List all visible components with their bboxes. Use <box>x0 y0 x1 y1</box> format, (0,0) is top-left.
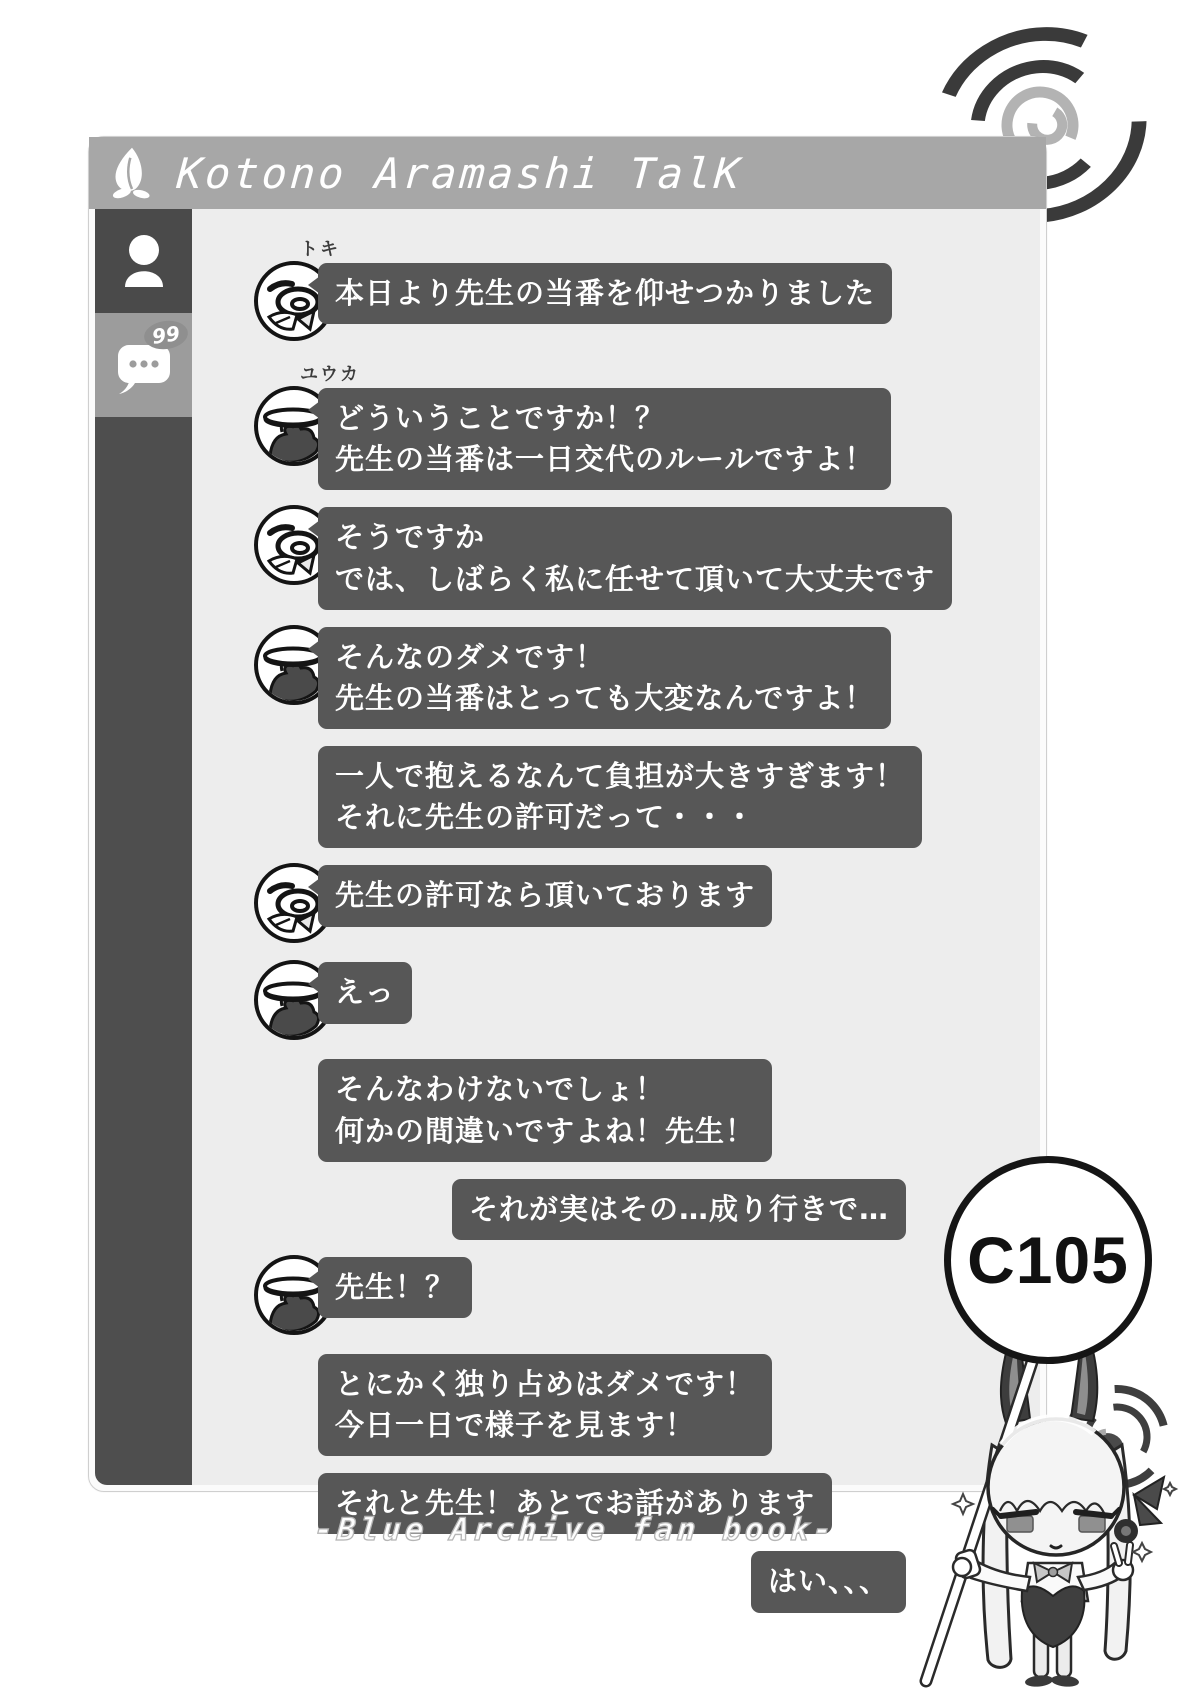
person-icon <box>112 229 176 293</box>
chat-bubble: 一人で抱えるなんて負担が大きすぎます！ それに先生の許可だって・・・ <box>318 746 922 848</box>
message-row <box>222 235 970 343</box>
message-row <box>222 627 970 729</box>
avatar-slot <box>222 627 318 707</box>
message-row <box>222 1179 970 1240</box>
sidebar-item-profile[interactable] <box>95 209 192 313</box>
message-row <box>222 1059 970 1161</box>
c105-label: C105 <box>967 1223 1129 1297</box>
chat-bubble: そんなわけないでしょ！ 何かの間違いですよね！先生！ <box>318 1059 772 1161</box>
message-row <box>222 746 970 848</box>
talk-header <box>89 137 1046 209</box>
chat-bubble: それが実はその…成り行きで… <box>452 1179 906 1240</box>
avatar-slot <box>222 865 318 945</box>
chat-bubble: 本日より先生の当番を仰せつかりました <box>318 263 892 324</box>
avatar-slot <box>222 1257 318 1337</box>
sidebar <box>95 209 192 1485</box>
chibi-character <box>850 1325 1180 1694</box>
chat-bubble: そんなのダメです！ 先生の当番はとっても大変なんですよ！ <box>318 627 891 729</box>
leaf-icon <box>105 146 159 200</box>
chat-bubble: そうですか では、しばらく私に任せて頂いて大丈夫です <box>318 507 952 609</box>
chat-bubble: はい、、、 <box>751 1551 906 1612</box>
chat-bubble: どういうことですか！？ 先生の当番は一日交代のルールですよ！ <box>318 388 891 490</box>
chat-unread-badge: 99 <box>142 318 189 352</box>
message-row <box>222 962 970 1042</box>
avatar-slot <box>222 388 318 468</box>
avatar-slot <box>222 263 318 343</box>
talk-title: Kotono Aramashi TalK <box>175 148 745 198</box>
message-row <box>222 507 970 609</box>
message-row <box>222 865 970 945</box>
avatar-slot <box>222 962 318 1042</box>
sidebar-item-chat[interactable] <box>95 313 192 417</box>
chat-bubble: とにかく独り占めはダメです！ 今日一日で様子を見ます！ <box>318 1354 772 1456</box>
chat-bubble: 先生！？ <box>318 1257 472 1318</box>
message-row <box>222 360 970 490</box>
chat-bubble: えっ <box>318 962 412 1023</box>
chat-bubble: 先生の許可なら頂いております <box>318 865 772 926</box>
speaker-label: トキ <box>300 239 340 260</box>
fan-book-caption: -Blue Archive fan book- <box>313 1512 837 1548</box>
c105-badge <box>944 1156 1152 1364</box>
speaker-label: ユウカ <box>300 364 360 385</box>
avatar-slot <box>222 507 318 587</box>
chat-bubble: それと先生！あとでお話があります <box>318 1473 832 1534</box>
